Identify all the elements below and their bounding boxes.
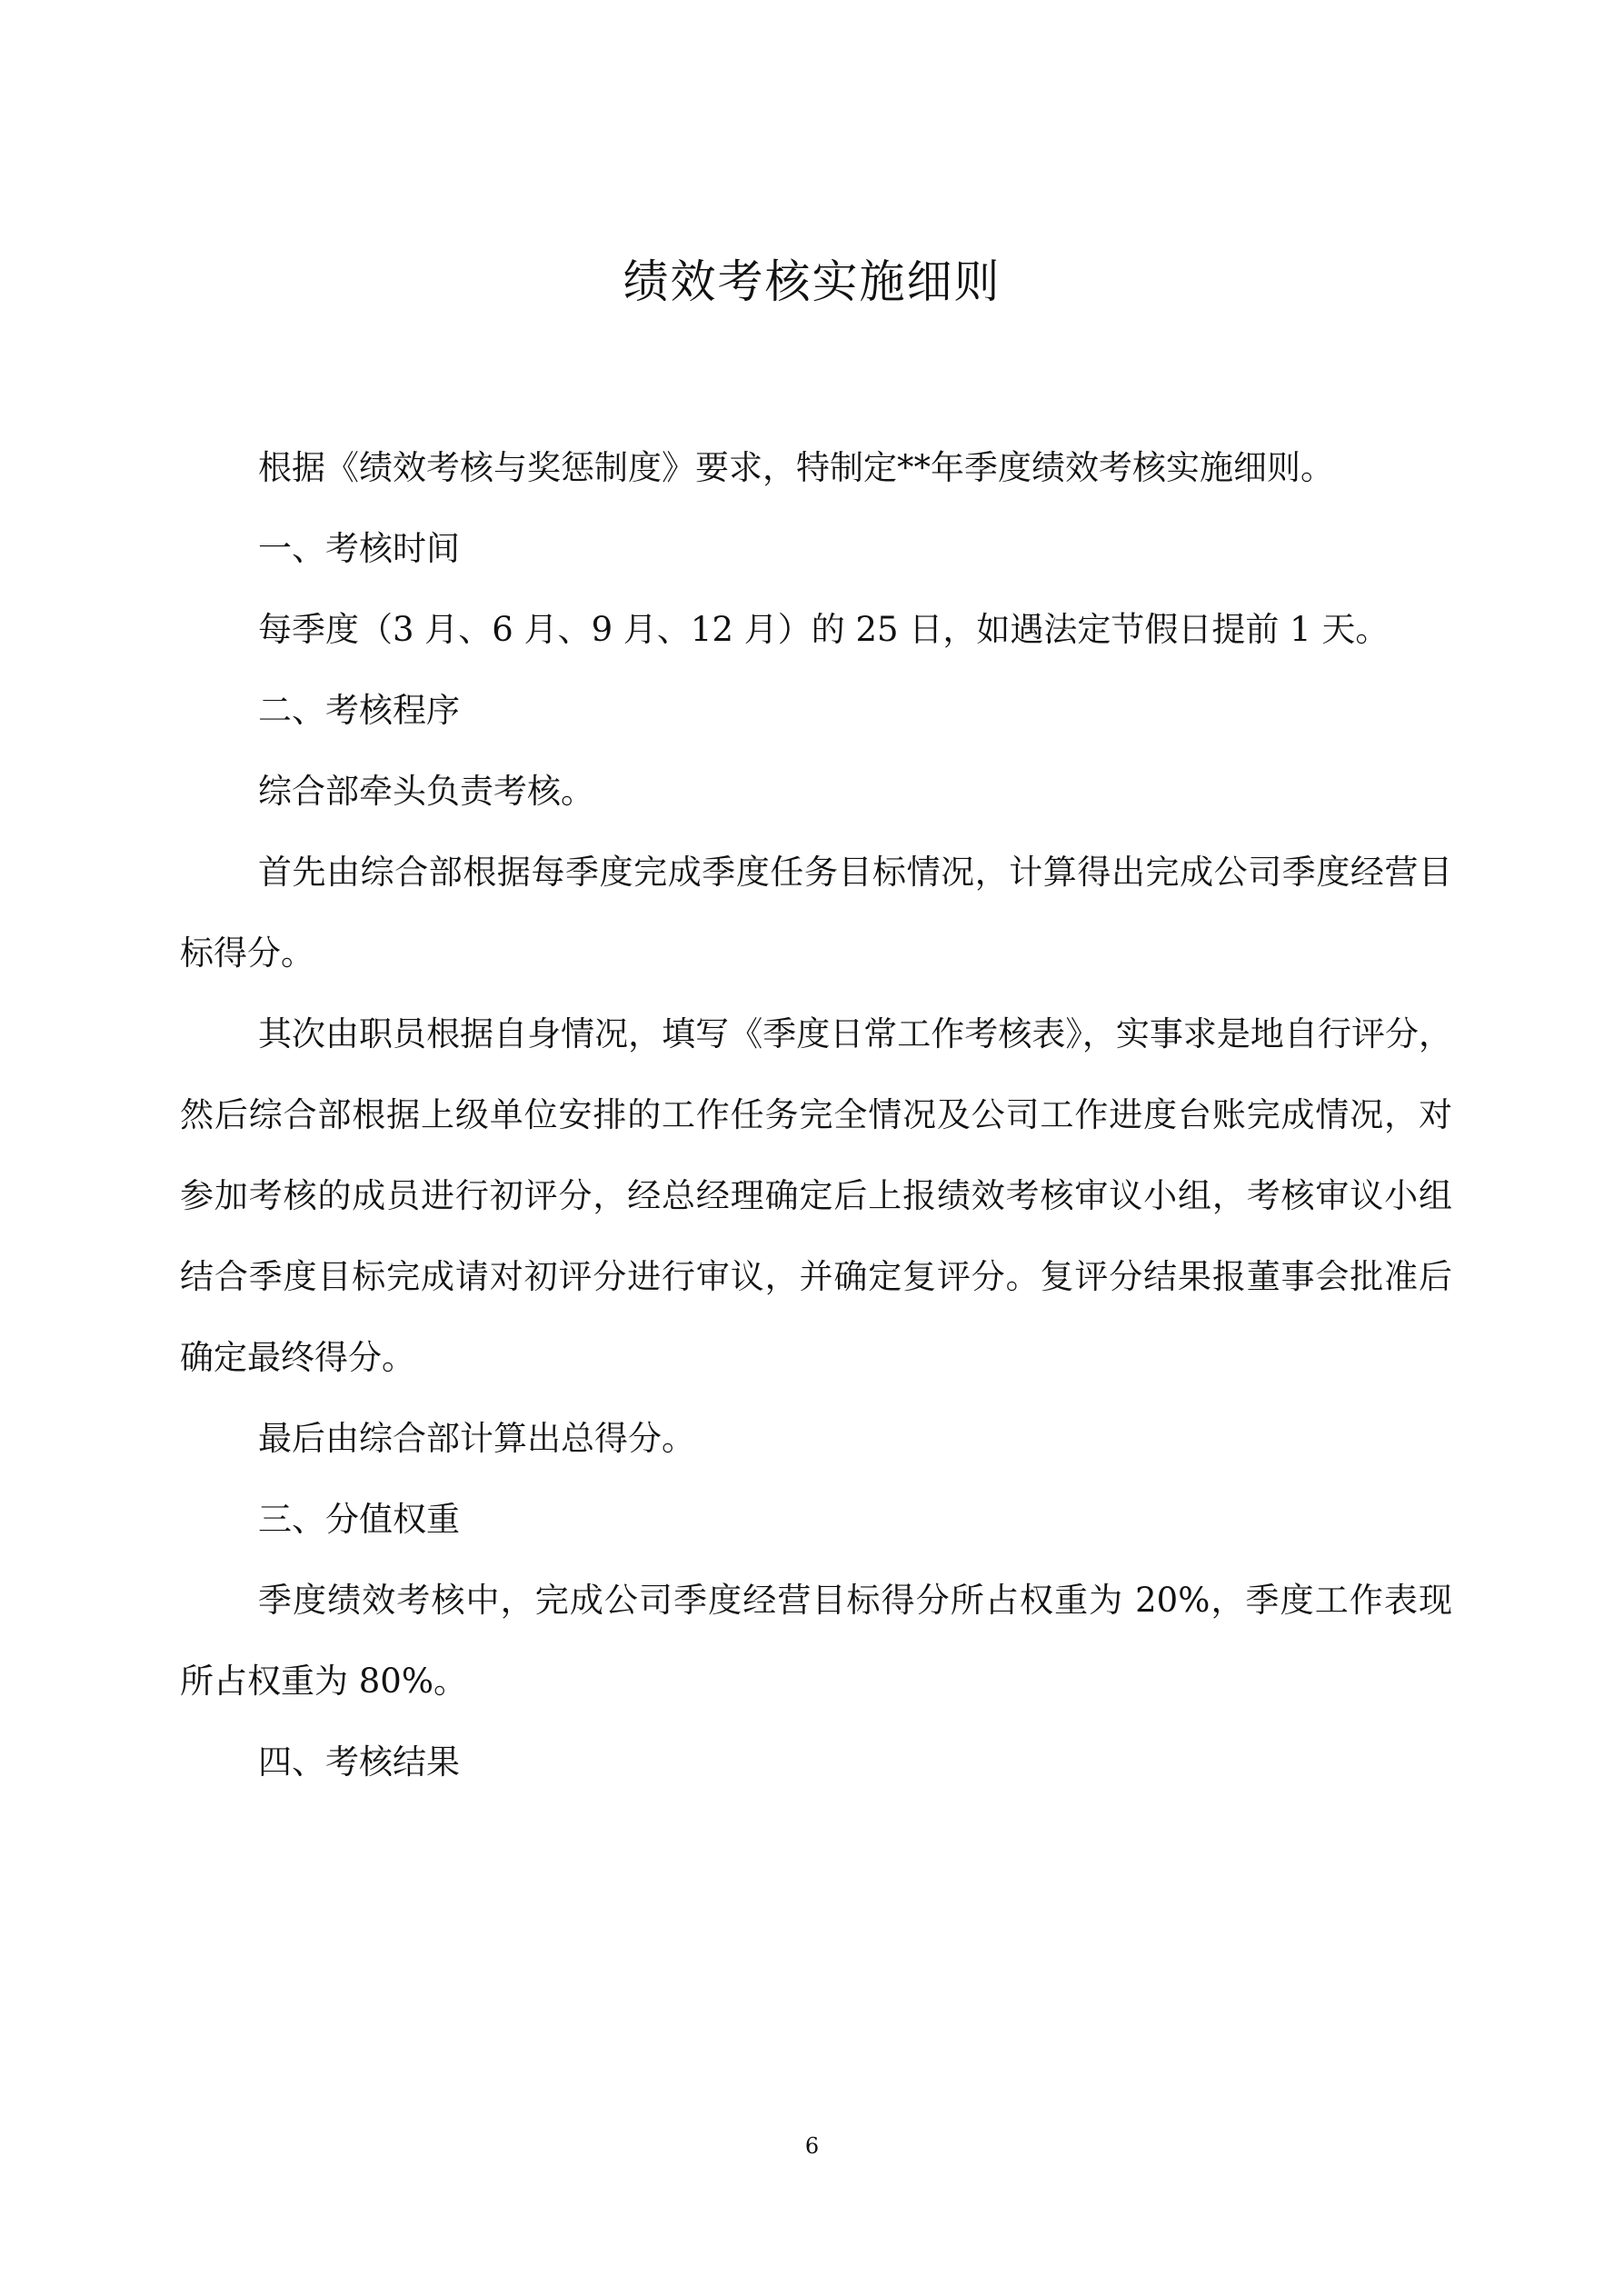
paragraph-procedure-second: 其次由职员根据自身情况，填写《季度日常工作考核表》，实事求是地自行评分，然后综合部根据上级单位安排的工作任务完全情况及公司工作进度台账完成情况，对参加考核的成员进行初评分，经总经理确定后上报绩效考核审议小组，考核审议小组结合季度目标完成请对初评分进行审议，并确定复评分。复评分结果报董事会批准后确定最终得分。: [180, 1014, 1452, 1377]
paragraph-procedure-lead: 综合部牵头负责考核。: [258, 772, 594, 811]
paragraph-procedure-last: 最后由综合部计算出总得分。: [258, 1419, 695, 1458]
document-body: [180, 427, 1452, 1802]
section-heading-results: 四、考核结果: [258, 1742, 460, 1782]
paragraph-procedure-first: 首先由综合部根据每季度完成季度任务目标情况，计算得出完成公司季度经营目标得分。: [180, 853, 1452, 973]
section-heading-weight: 三、分值权重: [258, 1500, 460, 1539]
intro-paragraph: 根据《绩效考核与奖惩制度》要求，特制定**年季度绩效考核实施细则。: [258, 448, 1334, 487]
page-number: 6: [804, 2133, 820, 2159]
section-heading-time: 一、考核时间: [258, 529, 460, 568]
paragraph-weight: 季度绩效考核中，完成公司季度经营目标得分所占权重为 20%，季度工作表现所占权重为 80%。: [180, 1581, 1452, 1701]
document-title: 绩效考核实施细则: [623, 255, 1001, 308]
section-heading-procedure: 二、考核程序: [258, 691, 460, 730]
paragraph-time: 每季度（3 月、6 月、9 月、12 月）的 25 日，如遇法定节假日提前 1 天。: [258, 610, 1390, 649]
